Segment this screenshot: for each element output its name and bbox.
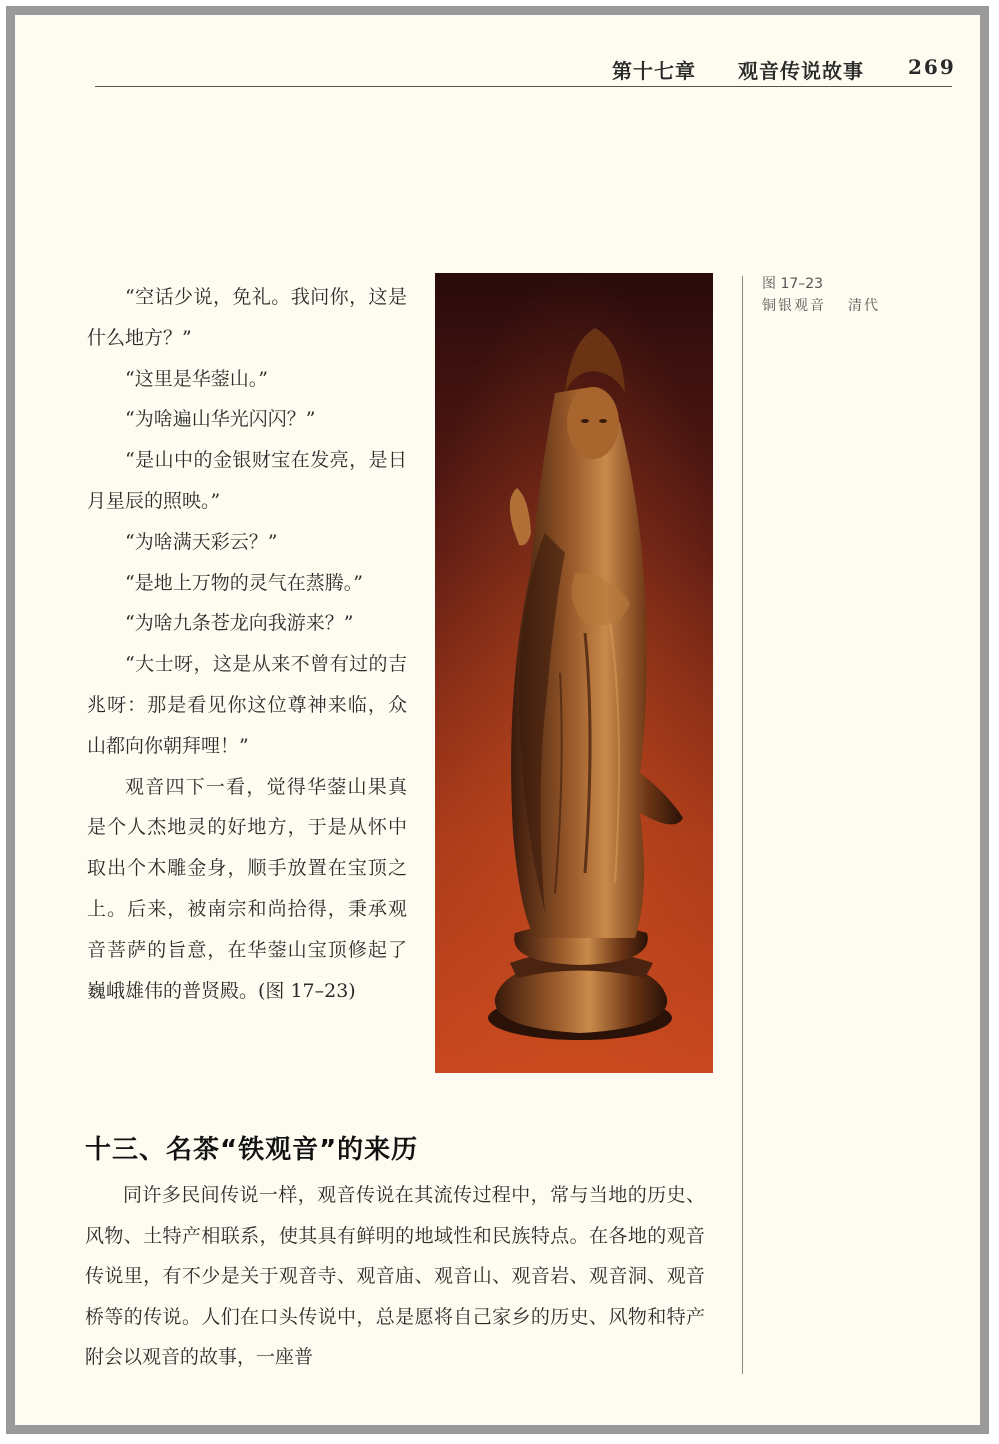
column-paragraph: “这里是华蓥山。” bbox=[125, 367, 268, 390]
section-body-text bbox=[85, 1175, 705, 1378]
figure-dynasty: 清代 bbox=[848, 298, 880, 314]
book-page bbox=[15, 15, 980, 1425]
column-paragraph: “是山中的金银财宝在发亮，是日月星辰的照映。” bbox=[87, 449, 407, 512]
column-paragraph: “为啥遍山华光闪闪？” bbox=[125, 408, 316, 431]
column-paragraph: “为啥九条苍龙向我游来？” bbox=[125, 612, 354, 635]
figure-description bbox=[762, 295, 880, 317]
column-paragraph: 观音四下一看，觉得华蓥山果真是个人杰地灵的好地方，于是从怀中取出个木雕金身，顺手放置在宝顶之上。后来，被南宗和尚拾得，秉承观音菩萨的旨意，在华蓥山宝顶修起了巍峨雄伟的普贤殿。(图 17–23) bbox=[87, 775, 407, 1002]
chapter-label: 第十七章 bbox=[612, 59, 696, 83]
header-rule bbox=[95, 86, 952, 87]
section-heading: 十三、名茶“铁观音”的来历 bbox=[85, 1135, 419, 1165]
column-paragraph: “大士呀，这是从来不曾有过的吉兆呀：那是看见你这位尊神来临，众山都向你朝拜哩！” bbox=[87, 653, 407, 757]
chapter-title: 观音传说故事 bbox=[738, 59, 864, 83]
narrow-column-text bbox=[87, 277, 407, 1011]
figure-name: 铜银观音 bbox=[762, 298, 826, 314]
column-paragraph: “空话少说，免礼。我问你，这是什么地方？” bbox=[87, 286, 407, 349]
section-paragraph: 同许多民间传说一样，观音传说在其流传过程中，常与当地的历史、风物、土特产相联系，使其具有鲜明的地域性和民族特点。在各地的观音传说里，有不少是关于观音寺、观音庙、观音山、观音岩、观音洞、观音桥等的传说。人们在口头传说中，总是愿将自己家乡的历史、风物和特产附会以观音的故事，一座普 bbox=[85, 1184, 705, 1368]
margin-rule bbox=[742, 276, 743, 1374]
figure-number: 图 17–23 bbox=[762, 276, 824, 292]
column-paragraph: “是地上万物的灵气在蒸腾。” bbox=[125, 571, 363, 594]
bronze-guanyin-statue-icon bbox=[435, 273, 713, 1073]
figure-caption bbox=[762, 273, 880, 317]
page-number: 269 bbox=[908, 55, 956, 79]
guanyin-statue-photo bbox=[435, 273, 713, 1073]
column-paragraph: “为啥满天彩云？” bbox=[125, 530, 278, 553]
